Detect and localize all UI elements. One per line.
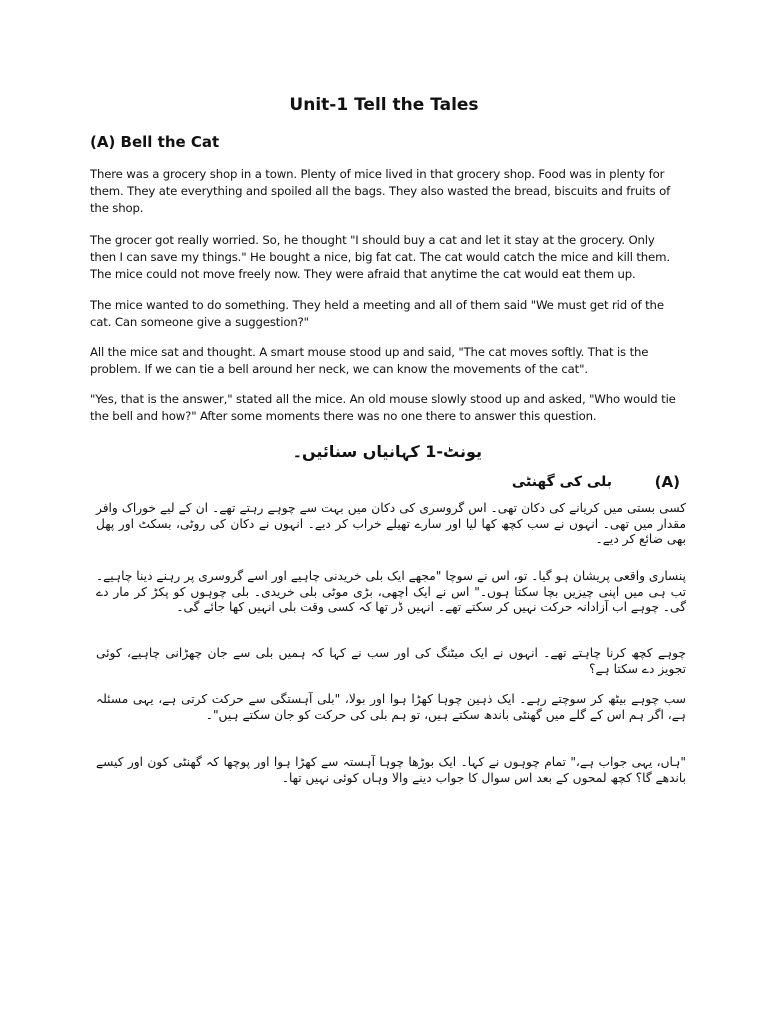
urdu-paragraph-3 [96,646,686,677]
english-paragraph-5 [90,391,682,425]
english-paragraph-4 [90,344,682,378]
story-heading: (A) Bell the Cat [90,133,220,151]
english-paragraph-text: The grocer got really worried. So, he thought "I should buy a cat and let it stay at the grocery. Only then I can save my things." He bought a nice, big fat cat. The cat would catch the mice and kill them. The mice could not move freely now. They were afraid that anytime the cat would eat them up. [90,233,670,281]
urdu-paragraph-1 [96,501,686,548]
english-paragraph-text: The mice wanted to do something. They held a meeting and all of them said "We must get rid of the cat. Can someone give a suggestion?" [90,298,664,329]
urdu-paragraph-2 [96,569,686,616]
page-title: Unit-1 Tell the Tales [289,95,479,115]
urdu-paragraph-5 [96,755,686,786]
urdu-paragraph-text: چوہے کچھ کرنا چاہتے تھے۔ انہوں نے ایک میٹنگ کی اور سب نے کہا کہ ہمیں بلی سے جان چھڑانی چاہیے، کوئی تجویز دے سکتا ہے؟ [96,646,686,676]
urdu-paragraph-text: پنساری واقعی پریشان ہو گیا۔ تو، اس نے سوچا "مجھے ایک بلی خریدنی چاہیے اور اسے گروسری پر رہنے دینا چاہیے۔ تب ہی میں اپنی چیزیں بچا سکتا ہوں۔" اس نے ایک اچھی، بڑی موٹی بلی خریدی۔ بلی چوہوں کو پکڑ کر مار دے گی۔ چوہے اب آزادانہ حرکت نہیں کر سکتے تھے۔ انہیں ڈر تھا کہ کسی وقت بلی انہیں کھا جائے گی۔ [96,569,686,614]
urdu-page-title: یونٹ-1 کہانیاں سنائیں۔ [292,442,482,461]
english-paragraph-2 [90,232,682,283]
urdu-paragraph-text: کسی بستی میں کریانے کی دکان تھی۔ اس گروسری کی دکان میں بہت سے چوہے رہتے تھے۔ ان کے لیے خوراک وافر مقدار میں تھی۔ انہوں نے سب کچھ کھا لیا اور سارے تھیلے خراب کر دیے۔ انہوں نے دکان کی روٹی، بسکٹ اور پھل بھی ضائع کر دیے۔ [96,501,686,546]
urdu-paragraph-text: "ہاں، یہی جواب ہے،" تمام چوہوں نے کہا۔ ایک بوڑھا چوہا آہستہ سے کھڑا ہوا اور پوچھا کہ گھنٹی کون اور کیسے باندھے گا؟ کچھ لمحوں کے بعد اس سوال کا جواب دینے والا وہاں کوئی نہیں تھا۔ [96,755,686,785]
english-paragraph-text: There was a grocery shop in a town. Plenty of mice lived in that grocery shop. Food was in plenty for them. They ate everything and spoiled all the bags. They also wasted the bread, biscuits and fruits of the shop. [90,167,671,215]
urdu-paragraph-4 [96,692,686,723]
english-paragraph-1 [90,166,682,217]
urdu-heading-marker: (A) [654,473,680,491]
english-paragraph-text: "Yes, that is the answer," stated all the mice. An old mouse slowly stood up and asked, "Who would tie the bell and how?" After some moments there was no one there to answer this question. [90,392,676,423]
urdu-paragraph-text: سب چوہے بیٹھ کر سوچتے رہے۔ ایک ذہین چوہا کھڑا ہوا اور بولا، "بلی آہستگی سے حرکت کرتی ہے، یہی مسئلہ ہے، اگر ہم اس کے گلے میں گھنٹی باندھ سکتے ہیں، تو ہم بلی کی حرکت کو جان سکتے ہیں"۔ [96,692,686,722]
urdu-story-heading [90,471,682,493]
urdu-heading-label: بلی کی گھنٹی [511,474,612,490]
english-paragraph-3 [90,297,682,331]
english-paragraph-text: All the mice sat and thought. A smart mouse stood up and said, "The cat moves softly. That is the problem. If we can tie a bell around her neck, we can know the movements of the cat". [90,345,649,376]
